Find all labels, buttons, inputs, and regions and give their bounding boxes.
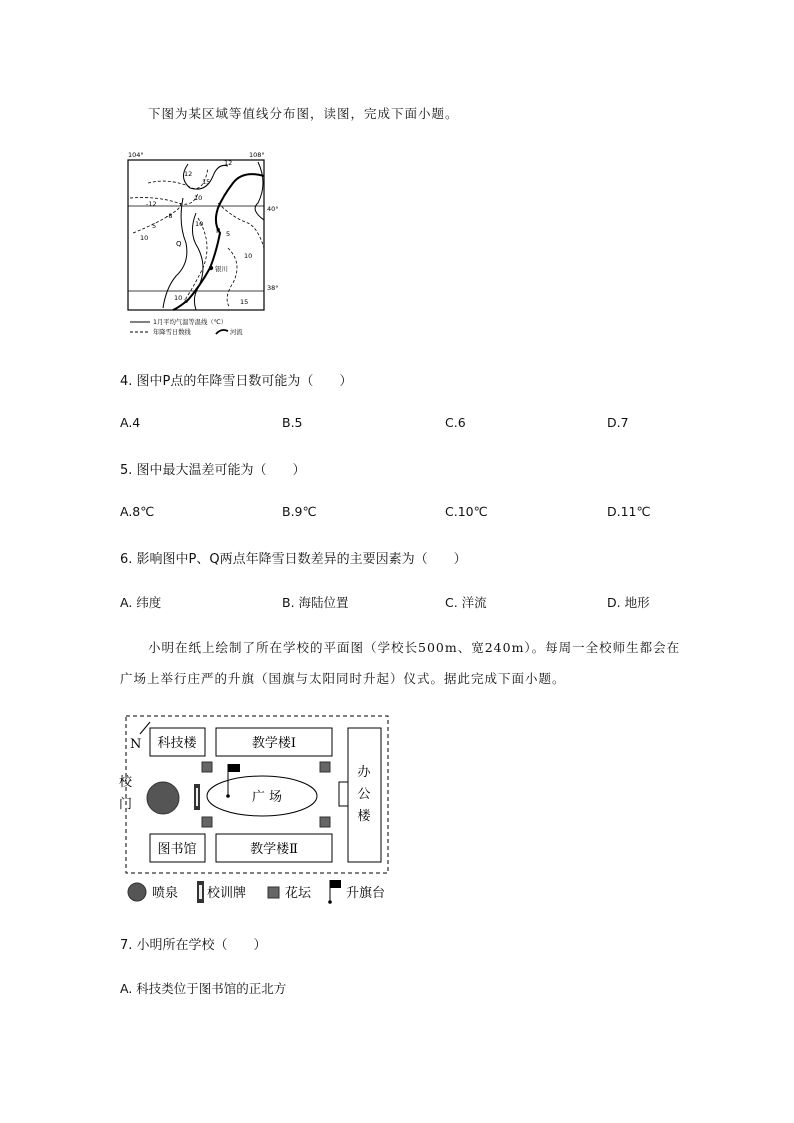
contour-label: 10 bbox=[140, 234, 149, 242]
contour-label: 10 bbox=[194, 194, 203, 202]
contour-label: 12 bbox=[184, 170, 193, 178]
intro-text-2-line-1: 小明在纸上绘制了所在学校的平面图（学校长500m、宽240m）。每周一全校师生都会在 bbox=[148, 640, 681, 655]
q7-option-a[interactable]: A. 科技类位于图书馆的正北方 bbox=[120, 981, 287, 996]
question-6-stem: 6. 影响图中P、Q两点年降雪日数差异的主要因素为（ ） bbox=[120, 552, 467, 567]
intro-text-1: 下图为某区域等值线分布图，读图，完成下面小题。 bbox=[148, 106, 459, 121]
legend-flower-bed: 花坛 bbox=[285, 886, 312, 901]
contour-label: 10 bbox=[195, 220, 204, 228]
contour-label: 10 bbox=[244, 252, 253, 260]
q4-option-a[interactable]: A.4 bbox=[120, 415, 141, 430]
intro-text-2-line-2: 广场上举行庄严的升旗（国旗与太阳同时升起）仪式。据此完成下面小题。 bbox=[120, 671, 566, 686]
contour-label: 15 bbox=[240, 298, 249, 306]
q5-option-a[interactable]: A.8℃ bbox=[120, 504, 155, 519]
north-label: N bbox=[130, 737, 142, 752]
legend-river: 河流 bbox=[230, 329, 243, 336]
question-4-stem: 4. 图中P点的年降雪日数可能为（ ） bbox=[120, 374, 353, 389]
legend-motto-board: 校训牌 bbox=[207, 886, 247, 901]
school-plan bbox=[112, 710, 397, 910]
contour-label: 12 bbox=[224, 159, 233, 167]
office-label-3: 楼 bbox=[357, 809, 371, 824]
office-label-1: 办 bbox=[357, 765, 371, 780]
legend-fountain: 喷泉 bbox=[152, 886, 179, 901]
lon-right-label: 108° bbox=[249, 151, 265, 159]
library-label: 图书馆 bbox=[157, 842, 197, 857]
gate-label-1: 校 bbox=[119, 775, 133, 790]
teaching-building-1-label: 教学楼Ⅰ bbox=[251, 736, 297, 751]
q4-option-b[interactable]: B.5 bbox=[282, 415, 303, 430]
contour-label: 5 bbox=[226, 230, 231, 238]
contour-label: 8 bbox=[184, 297, 189, 305]
point-p-label: P bbox=[216, 227, 221, 235]
q5-option-c[interactable]: C.10℃ bbox=[445, 504, 488, 519]
q4-option-d[interactable]: D.7 bbox=[607, 415, 629, 430]
q5-option-b[interactable]: B.9℃ bbox=[282, 504, 317, 519]
q6-option-d[interactable]: D. 地形 bbox=[607, 595, 650, 610]
question-5-stem: 5. 图中最大温差可能为（ ） bbox=[120, 463, 306, 478]
contour-label: 15 bbox=[202, 178, 211, 186]
office-label-2: 公 bbox=[357, 787, 371, 802]
q6-option-c[interactable]: C. 洋流 bbox=[445, 595, 487, 610]
contour-label: 10 bbox=[174, 294, 183, 302]
contour-map bbox=[118, 148, 283, 340]
q5-option-d[interactable]: D.11℃ bbox=[607, 504, 651, 519]
q6-option-b[interactable]: B. 海陆位置 bbox=[282, 595, 349, 610]
lon-left-label: 104° bbox=[128, 151, 144, 159]
lat-top-label: 40° bbox=[267, 205, 279, 213]
contour-label: -8 bbox=[166, 212, 173, 220]
contour-label: -12 bbox=[146, 200, 157, 208]
point-q-label: Q bbox=[176, 240, 182, 248]
question-7-stem: 7. 小明所在学校（ ） bbox=[120, 938, 267, 953]
teaching-building-2-label: 教学楼Ⅱ bbox=[250, 842, 298, 857]
city-label: 银川 bbox=[215, 265, 228, 273]
gate-label-2: 门 bbox=[119, 797, 133, 812]
legend-snow: 年降雪日数线 bbox=[153, 329, 191, 336]
contour-label: 5 bbox=[152, 222, 157, 230]
square-label: 广 场 bbox=[251, 790, 283, 805]
q6-option-a[interactable]: A. 纬度 bbox=[120, 595, 162, 610]
tech-building-label: 科技楼 bbox=[157, 736, 197, 751]
q4-option-c[interactable]: C.6 bbox=[445, 415, 466, 430]
legend-isotherm: 1月平均气温等温线（℃） bbox=[153, 319, 228, 326]
legend-flag-platform: 升旗台 bbox=[346, 886, 386, 901]
lat-bottom-label: 38° bbox=[267, 284, 279, 292]
